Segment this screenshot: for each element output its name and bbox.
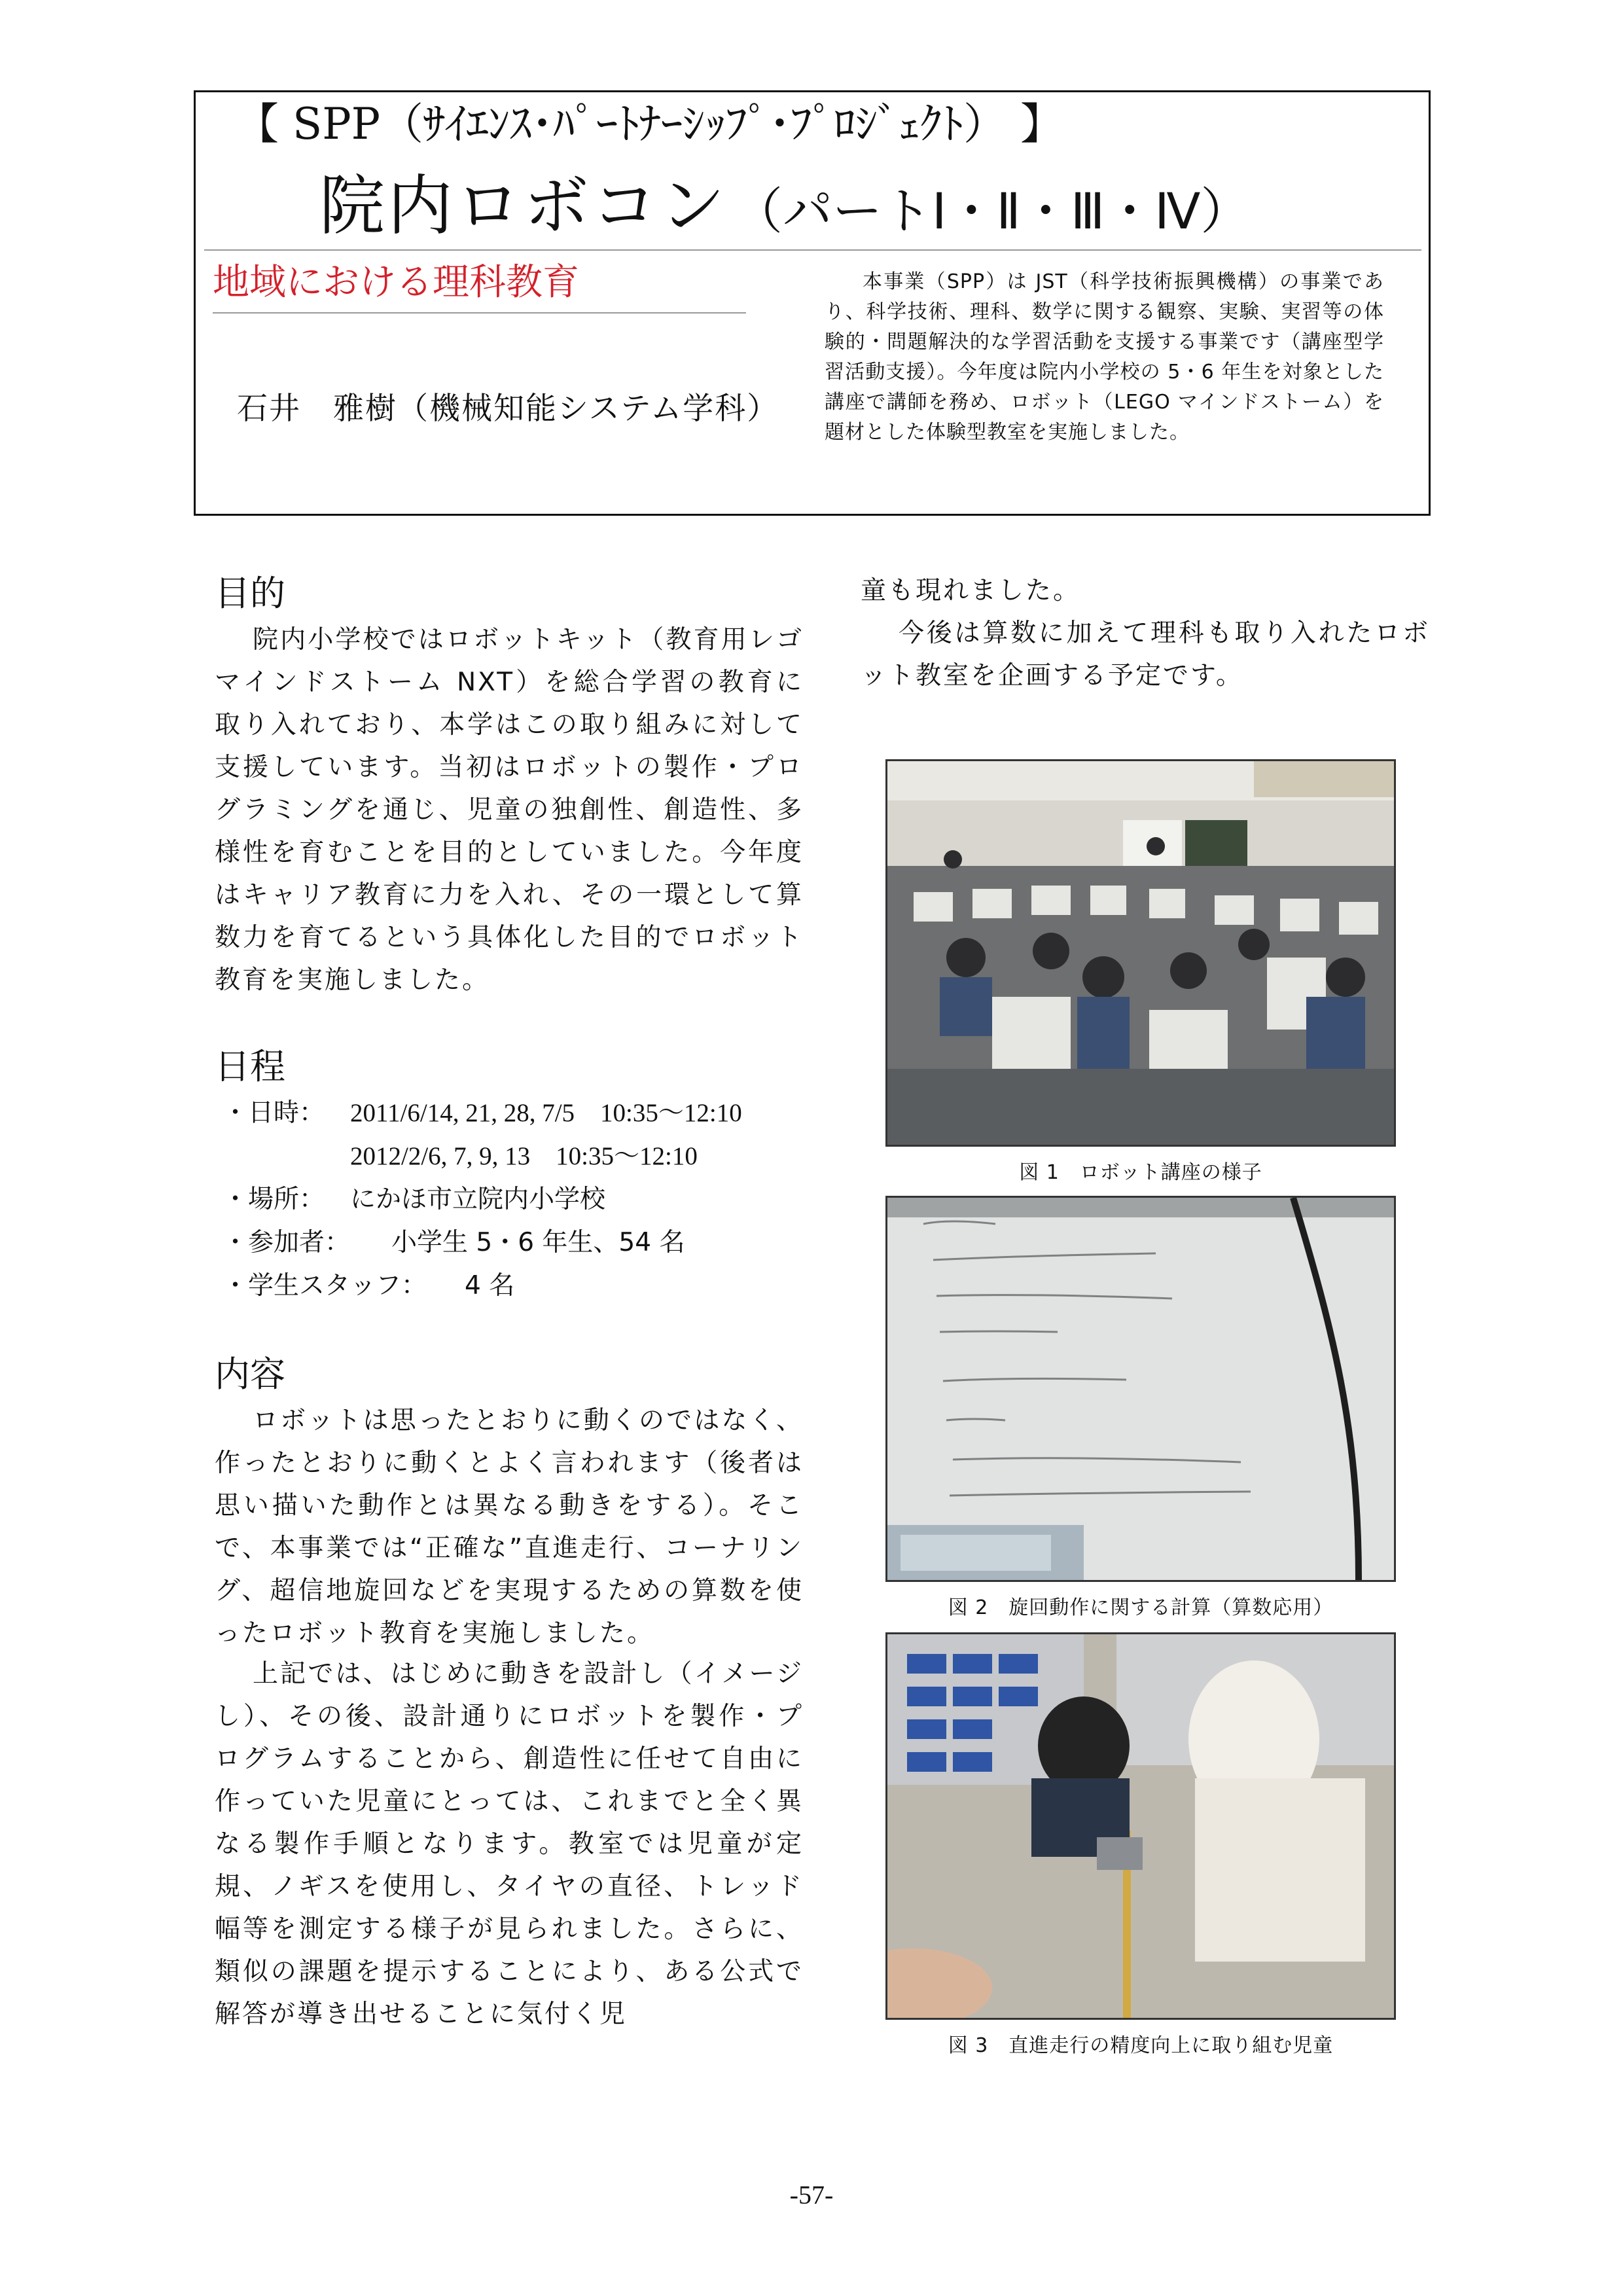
author: 石井 雅樹（機械知能システム学科） xyxy=(237,391,779,427)
schedule-participants-label: ・参加者： xyxy=(223,1228,351,1257)
section-heading-purpose: 目的 xyxy=(215,573,285,614)
schedule-participants: 小学生 5・6 年生、54 名 xyxy=(391,1228,685,1257)
abstract: 本事業（SPP）は JST（科学技術振興機構）の事業であり、科学技術、理科、数学に関する観察、実験、実習等の体験的・問題解決的な学習活動を支援する事業です（講座型学習活動支援）。今年度は院内小学校の 5・6 年生を対象とした講座で講師を務め、ロボット（LEGO マインドストーム）を題材とした体験型教室を実施しました。 xyxy=(825,270,1384,444)
schedule-staff: 4 名 xyxy=(465,1271,515,1300)
content-paragraph-2-continued: 童も現れました。 xyxy=(861,576,1081,605)
schedule-place-label: ・場所： xyxy=(223,1185,325,1214)
purpose-paragraph: 院内小学校ではロボットキット（教育用レゴ マインドストーム NXT）を総合学習の教育に取り入れており、本学はこの取り組みに対して支援しています。当初はロボットの製作・プログラミングを通じ、児童の独創性、創造性、多様性を育むことを目的としていました。今年度はキャリア教育に力を入れ、その一環として算数力を育てるという具体化した目的でロボット教育を実施しました。 xyxy=(215,625,804,995)
content-paragraph-future: 今後は算数に加えて理科も取り入れたロボット教室を企画する予定です。 xyxy=(861,619,1430,691)
header-divider xyxy=(204,249,1421,251)
page-title: 院内ロボコン xyxy=(319,168,728,244)
section-heading-schedule: 日程 xyxy=(215,1046,285,1087)
figure-1-caption: 図 1 ロボット講座の様子 xyxy=(1019,1161,1262,1184)
title-parts: （パートⅠ・Ⅱ・Ⅲ・Ⅳ） xyxy=(733,182,1251,240)
page-number: -57- xyxy=(789,2180,834,2210)
schedule-date-1: 2011/6/14, 21, 28, 7/5 10:35～12:10 xyxy=(350,1099,742,1127)
figure-1-classroom-photo xyxy=(885,759,1396,1147)
figure-2-caption: 図 2 旋回動作に関する計算（算数応用） xyxy=(948,1596,1334,1619)
section-heading-content: 内容 xyxy=(215,1354,285,1395)
schedule-row-participants xyxy=(223,1221,812,1265)
schedule-row-date-2 xyxy=(223,1135,812,1178)
subtitle: 地域における理科教育 xyxy=(213,261,579,304)
figure-3-robot-testing-photo xyxy=(885,1632,1396,2020)
content-paragraph-2: 上記では、はじめに動きを設計し（イメージし）、その後、設計通りにロボットを製作・プログラムすることから、創造性に任せて自由に作っていた児童にとっては、これまでと全く異なる製作手順となります。教室では児童が定規、ノギスを使用し、タイヤの直径、トレッド幅等を測定する様子が見られました。さらに、類似の課題を提示することにより、ある公式で解答が導き出せることに気付く児 xyxy=(215,1659,804,2029)
figure-2-whiteboard-photo xyxy=(885,1196,1396,1582)
schedule-staff-label: ・学生スタッフ： xyxy=(223,1271,427,1300)
figure-3-caption: 図 3 直進走行の精度向上に取り組む児童 xyxy=(948,2034,1334,2057)
content-paragraph-1: ロボットは思ったとおりに動くのではなく、作ったとおりに動くとよく言われます（後者は思い描いた動作とは異なる動きをする）。そこで、本事業では“正確な”直進走行、コーナリング、超信地旋回などを実現するための算数を使ったロボット教育を実施しました。 xyxy=(215,1406,804,1648)
schedule-row-staff xyxy=(223,1265,812,1308)
schedule-row-date xyxy=(223,1092,812,1135)
project-line: 【 SPP（ｻｲｴﾝｽ･ﾊﾟｰﾄﾅｰｼｯﾌﾟ･ﾌﾟﾛｼﾞｪｸﾄ） 】 xyxy=(236,99,1063,149)
schedule-date-label: ・日時： xyxy=(223,1098,325,1128)
subtitle-divider xyxy=(213,312,746,314)
schedule-date-2: 2012/2/6, 7, 9, 13 10:35～12:10 xyxy=(350,1142,698,1170)
schedule-place: にかほ市立院内小学校 xyxy=(350,1185,606,1214)
schedule-row-place xyxy=(223,1178,812,1221)
schedule-list xyxy=(223,1092,812,1308)
